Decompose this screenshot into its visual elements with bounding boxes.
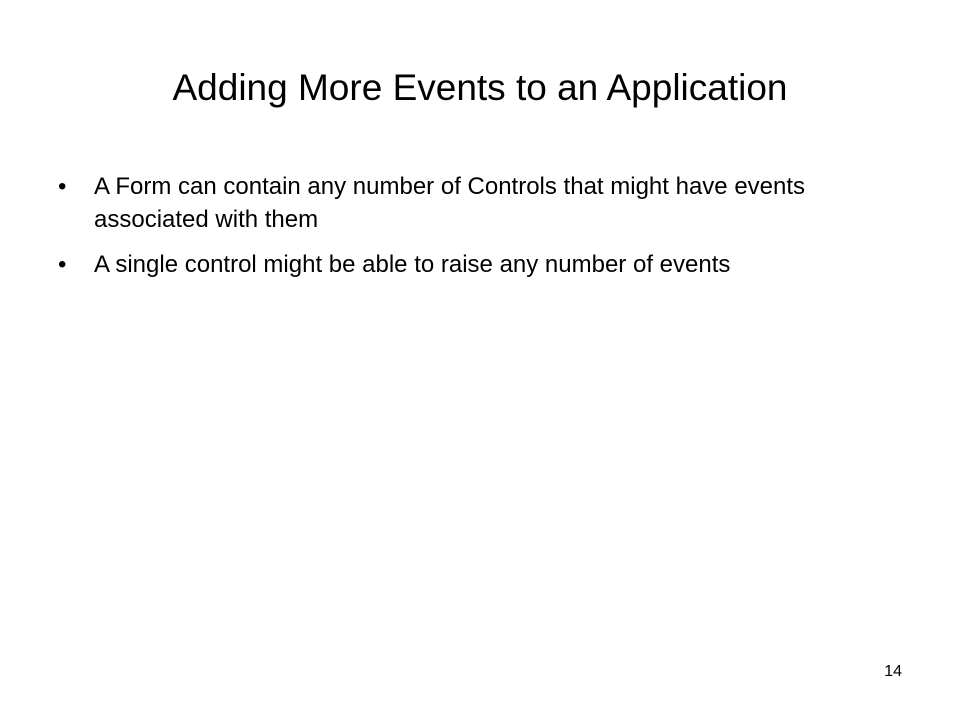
bullet-text: A single control might be able to raise any number of events xyxy=(94,251,731,278)
slide-title: Adding More Events to an Application xyxy=(172,67,788,108)
bullet-item xyxy=(58,248,858,281)
bullet-list xyxy=(58,170,858,293)
page-number: 14 xyxy=(884,663,902,680)
bullet-marker: • xyxy=(58,173,67,200)
bullet-item xyxy=(58,170,858,236)
bullet-text: A Form can contain any number of Controls that might have events associated with them xyxy=(94,173,806,233)
bullet-marker: • xyxy=(58,251,67,278)
